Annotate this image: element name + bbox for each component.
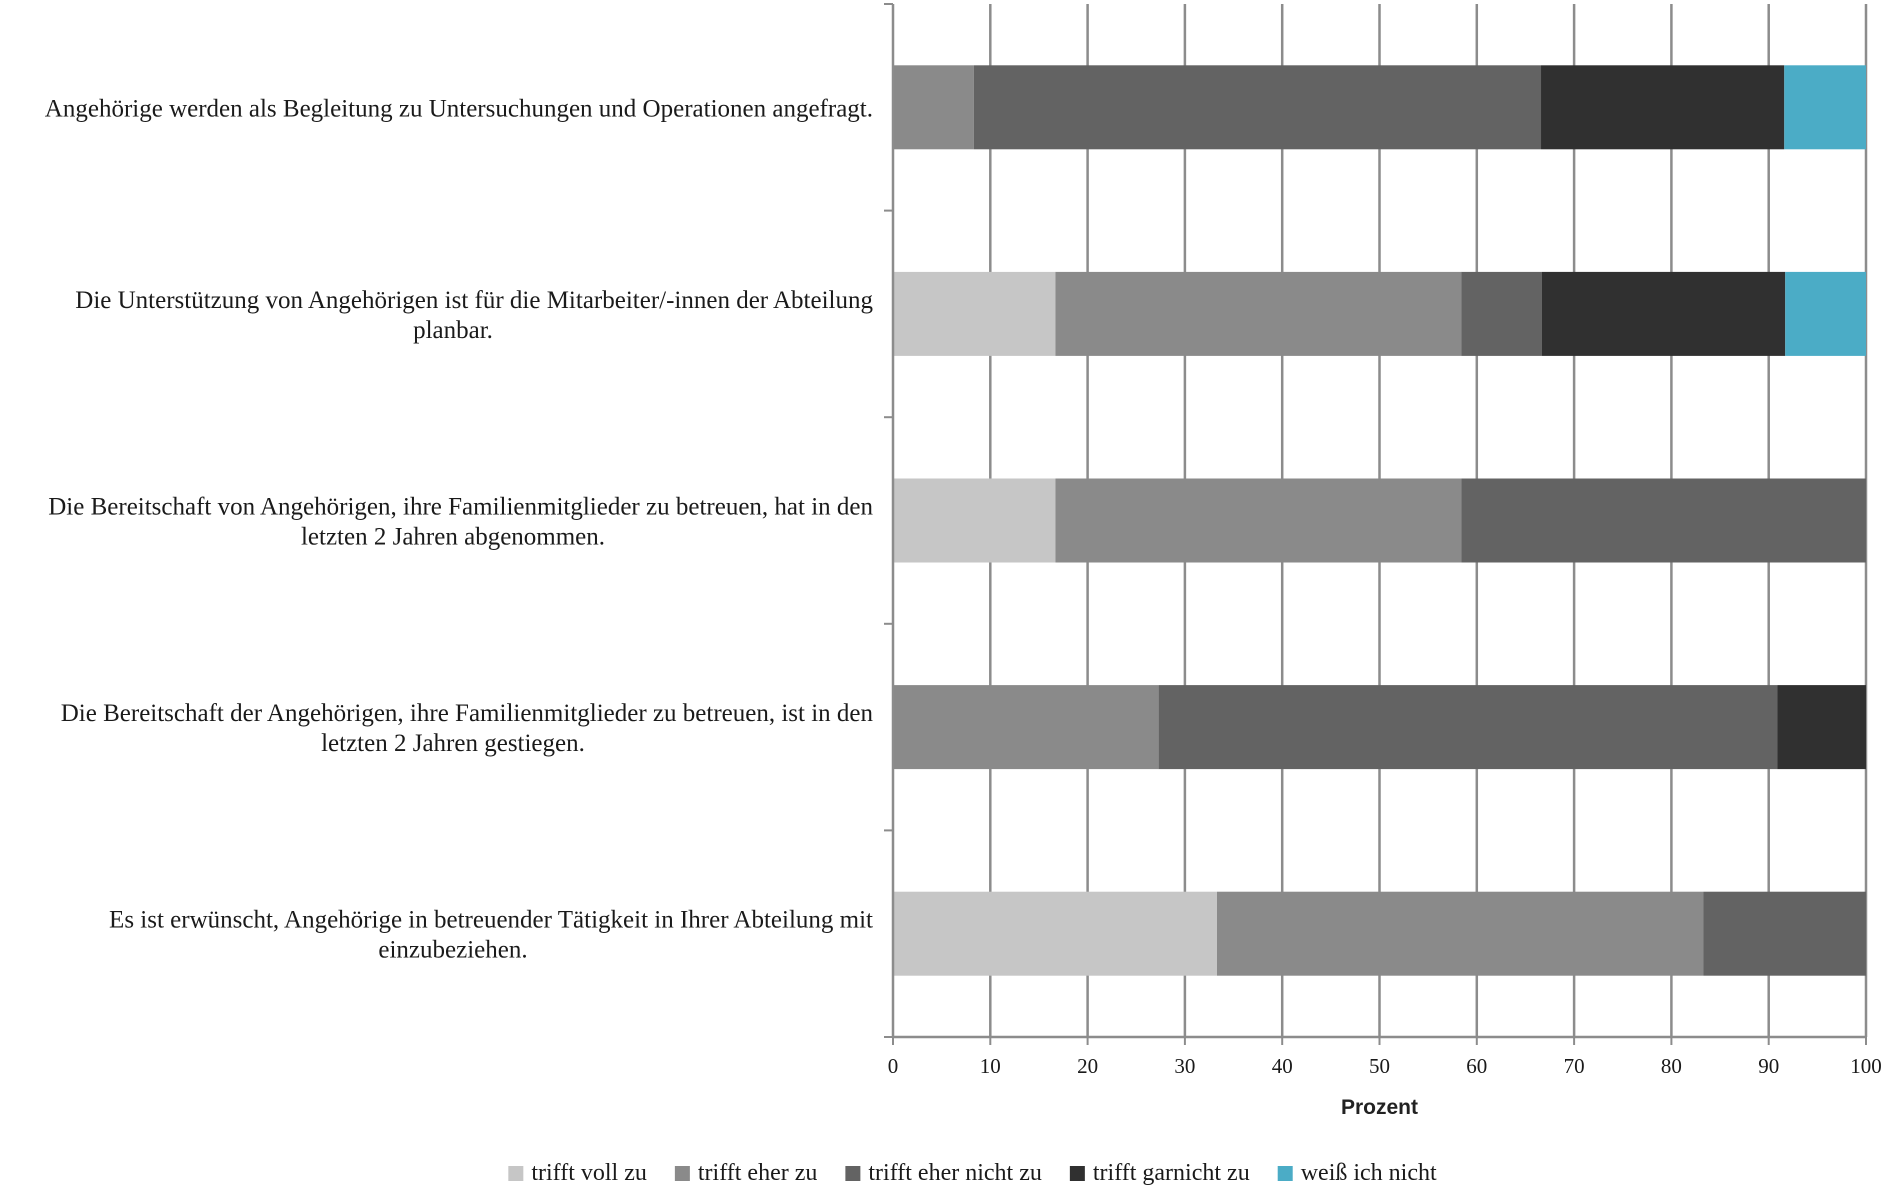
bar-segment [893,685,1159,769]
legend-label: trifft voll zu [531,1160,647,1186]
x-tick-label: 40 [1271,1054,1293,1078]
bar-segment [1542,272,1785,356]
category-label: Die Bereitschaft von Angehörigen, ihre Familienmitglieder zu betreuen, hat in den [48,493,873,521]
legend-label: trifft garnicht zu [1092,1160,1250,1186]
category-label: Es ist erwünscht, Angehörige in betreuender Tätigkeit in Ihrer Abteilung mit [109,906,873,934]
bar-segment [1055,272,1461,356]
x-tick-label: 60 [1466,1054,1488,1078]
bar-segment [893,479,1055,563]
legend [508,1160,1437,1186]
legend-label: trifft eher nicht zu [868,1160,1042,1186]
bar-segment [1159,685,1778,769]
bar-segment [893,272,1055,356]
bar-segment [1541,65,1784,149]
legend-swatch [845,1166,860,1181]
bar-segment [893,892,1217,976]
bar-segment [1461,479,1866,563]
legend-swatch [1278,1166,1293,1181]
category-label: Die Unterstützung von Angehörigen ist für die Mitarbeiter/-innen der Abteilung [75,286,873,314]
bar-segment [1704,892,1866,976]
category-label: Die Bereitschaft der Angehörigen, ihre Familienmitglieder zu betreuen, ist in den [60,700,873,728]
legend-label: weiß ich nicht [1300,1160,1437,1186]
legend-swatch [1070,1166,1085,1181]
x-tick-label: 30 [1174,1054,1196,1078]
bar-segment [1777,685,1866,769]
x-tick-label: 50 [1369,1054,1390,1078]
bar-segment [1217,892,1704,976]
bar-segment [1461,272,1542,356]
category-label: letzten 2 Jahren gestiegen. [321,730,585,758]
legend-swatch [508,1166,523,1181]
x-axis-title: Prozent [1340,1096,1419,1119]
bar-segment [974,65,1541,149]
bar-segment [1055,479,1461,563]
legend-label: trifft eher zu [697,1160,818,1186]
bar-segment [1785,272,1866,356]
legend-swatch [675,1166,690,1181]
bar-segment [893,65,974,149]
x-tick-label: 0 [887,1054,899,1078]
x-tick-labels [888,1054,1882,1078]
category-label: letzten 2 Jahren abgenommen. [300,523,606,551]
category-label: einzubeziehen. [378,936,528,964]
x-tick-label: 70 [1563,1054,1585,1078]
category-label: Angehörige werden als Begleitung zu Untersuchungen und Operationen angefragt. [44,95,873,123]
x-tick-label: 80 [1660,1054,1682,1078]
x-tick-label: 90 [1758,1054,1780,1078]
category-labels [45,95,874,963]
x-tick-label: 10 [979,1054,1001,1078]
x-tick-label: 20 [1077,1054,1099,1078]
category-label: planbar. [413,316,493,344]
x-tick-label: 100 [1850,1054,1882,1078]
bar-segment [1784,65,1866,149]
